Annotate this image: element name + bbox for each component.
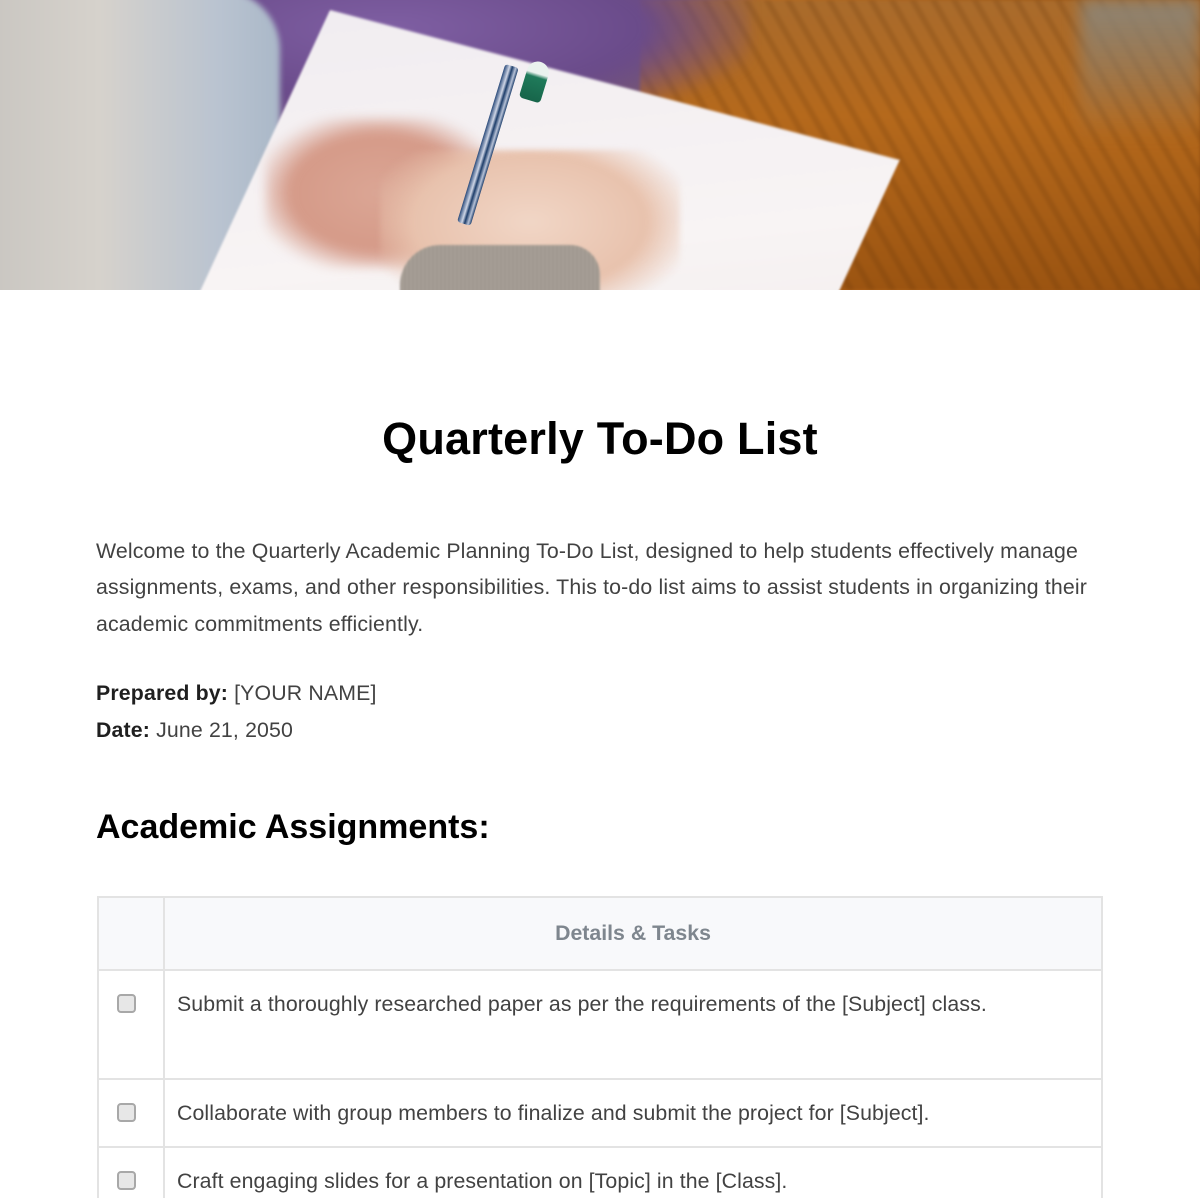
checkbox-icon[interactable] [117,994,136,1013]
date-label: Date: [96,718,151,742]
task-text: Craft engaging slides for a presentation on [Topic] in the [Class]. [164,1147,1102,1198]
task-text: Collaborate with group members to finalize and submit the project for [Subject]. [164,1079,1102,1147]
checkbox-cell [98,1147,164,1198]
academic-assignments-table [97,896,1103,1198]
page-title: Quarterly To-Do List [382,413,818,464]
checkbox-cell [98,1079,164,1147]
date-value: June 21, 2050 [156,718,294,742]
intro-paragraph: Welcome to the Quarterly Academic Planning To-Do List, designed to help students effectively manage assignments, exams, and other responsibilities. This to-do list aims to assist students in organizing their academic commitments efficiently. [96,539,1088,636]
hero-image [0,0,1200,290]
checkbox-icon[interactable] [117,1103,136,1122]
hero-sweater-cuff [400,245,600,290]
checkbox-column-header [98,897,164,970]
date-line [96,718,293,743]
checkbox-cell [98,970,164,1079]
prepared-by-label: Prepared by: [96,681,228,705]
checkbox-icon[interactable] [117,1171,136,1190]
hero-background-shade [1080,0,1200,140]
table-header-row [98,897,1102,970]
table-row [98,970,1102,1079]
table-row [98,1147,1102,1198]
details-tasks-column-header: Details & Tasks [164,897,1102,970]
prepared-by-line [96,681,377,706]
task-text: Submit a thoroughly researched paper as per the requirements of the [Subject] class. [164,970,1102,1079]
table-row [98,1079,1102,1147]
prepared-by-value: [YOUR NAME] [234,681,377,705]
section-heading-academic-assignments: Academic Assignments: [96,808,490,846]
